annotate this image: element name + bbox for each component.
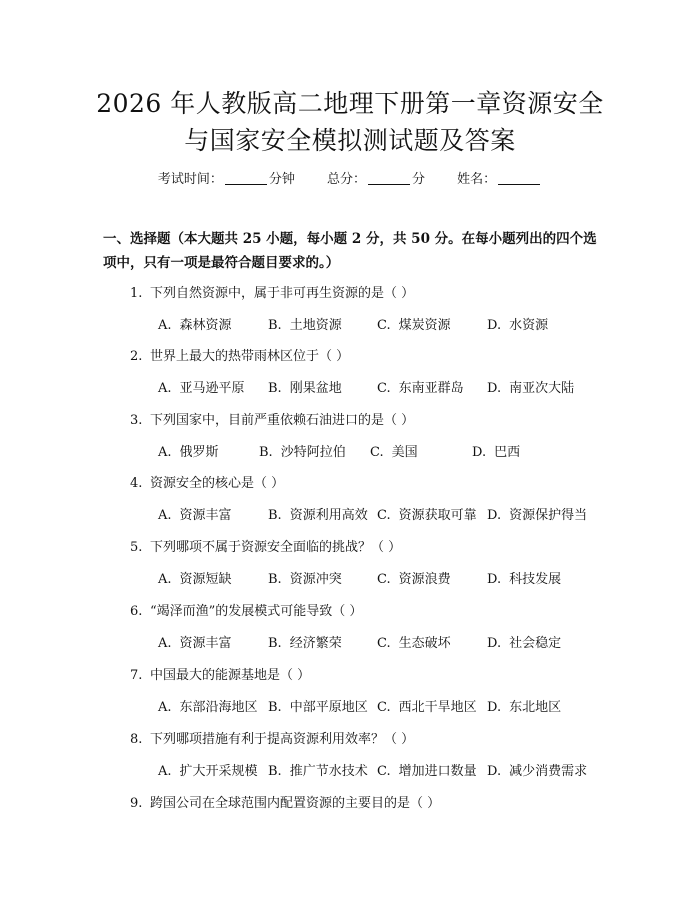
total-score-field [327, 168, 425, 187]
question [130, 345, 349, 364]
option-text: 东南亚群岛 [398, 381, 464, 396]
question [130, 536, 401, 555]
option-text: 资源保护得当 [509, 508, 588, 523]
option-letter: C. [377, 764, 391, 779]
option-text: 水资源 [509, 318, 549, 333]
option-d [487, 696, 561, 715]
option-letter: C. [377, 508, 391, 523]
option-a [158, 377, 245, 396]
option-row [158, 314, 608, 334]
option-letter: D. [472, 445, 487, 460]
exam-time-label: 考试时间： [157, 172, 223, 187]
question-text: 世界上最大的热带雨林区位于（ ） [150, 349, 350, 364]
option-letter: B. [268, 700, 282, 715]
option-text: 沙特阿拉伯 [280, 445, 346, 460]
option-row [158, 504, 608, 524]
option-text: 俄罗斯 [179, 445, 219, 460]
question-number: 4. [130, 476, 143, 491]
option-text: 推广节水技术 [289, 764, 368, 779]
option-text: 土地资源 [289, 318, 342, 333]
question [130, 472, 284, 491]
option-letter: A. [158, 318, 172, 333]
question-text: 中国最大的能源基地是（ ） [150, 668, 311, 683]
option-letter: D. [487, 381, 502, 396]
option-text: 中部平原地区 [289, 700, 368, 715]
option-letter: D. [487, 764, 502, 779]
option-text: 资源丰富 [179, 508, 232, 523]
question-text: 下列国家中，目前严重依赖石油进口的是（ ） [150, 413, 415, 428]
option-letter: C. [377, 636, 391, 651]
question-number: 6. [130, 604, 143, 619]
option-row [158, 632, 608, 652]
question [130, 282, 414, 301]
exam-time-blank [225, 172, 267, 185]
student-name-field [457, 168, 542, 187]
option-letter: D. [487, 700, 502, 715]
exam-meta [0, 168, 700, 187]
option-d [487, 760, 587, 779]
option-d [487, 377, 574, 396]
option-a [158, 696, 258, 715]
student-name-blank [498, 172, 540, 185]
option-c [377, 314, 451, 333]
total-score-unit: 分 [412, 172, 426, 187]
option-letter: B. [268, 381, 282, 396]
option-letter: D. [487, 318, 502, 333]
question [130, 792, 440, 811]
option-b [268, 760, 368, 779]
option-d [487, 632, 561, 651]
option-c [370, 441, 418, 460]
option-text: 资源获取可靠 [398, 508, 477, 523]
option-letter: B. [268, 508, 282, 523]
option-text: 煤炭资源 [398, 318, 451, 333]
question [130, 409, 414, 428]
exam-title-line1: 2026 年人教版高二地理下册第一章资源安全 [96, 89, 604, 118]
option-letter: C. [370, 445, 384, 460]
option-row [158, 568, 608, 588]
option-a [158, 632, 232, 651]
option-letter: B. [268, 636, 282, 651]
option-a [158, 314, 232, 333]
option-c [377, 377, 464, 396]
option-text: 刚果盆地 [289, 381, 342, 396]
option-a [158, 568, 232, 587]
option-text: 资源丰富 [179, 636, 232, 651]
option-a [158, 504, 232, 523]
total-score-label: 总分： [326, 172, 366, 187]
option-row [158, 760, 608, 780]
option-text: 社会稳定 [509, 636, 562, 651]
option-letter: A. [158, 700, 172, 715]
option-letter: A. [158, 764, 172, 779]
option-b [268, 377, 342, 396]
option-c [377, 696, 477, 715]
option-text: 亚马逊平原 [179, 381, 245, 396]
option-a [158, 760, 258, 779]
question-number: 8. [130, 732, 143, 747]
option-letter: D. [487, 636, 502, 651]
question-text: “竭泽而渔”的发展模式可能导致（ ） [150, 604, 363, 619]
option-text: 巴西 [494, 445, 521, 460]
option-letter: B. [268, 764, 282, 779]
option-letter: B. [268, 318, 282, 333]
exam-title-line2: 与国家安全模拟测试题及答案 [184, 126, 516, 155]
option-text: 减少消费需求 [509, 764, 588, 779]
question-number: 2. [130, 349, 143, 364]
option-letter: A. [158, 636, 172, 651]
option-row [158, 696, 608, 716]
option-d [487, 314, 548, 333]
option-letter: D. [487, 508, 502, 523]
option-text: 增加进口数量 [398, 764, 477, 779]
option-b [268, 696, 368, 715]
option-d [487, 568, 561, 587]
option-b [259, 441, 346, 460]
option-text: 资源短缺 [179, 572, 232, 587]
question [130, 600, 362, 619]
option-text: 西北干旱地区 [398, 700, 477, 715]
option-b [268, 568, 342, 587]
option-d [487, 504, 587, 523]
option-letter: A. [158, 445, 172, 460]
option-letter: B. [259, 445, 273, 460]
option-text: 东部沿海地区 [179, 700, 258, 715]
question-number: 9. [130, 796, 143, 811]
total-score-blank [368, 172, 410, 185]
option-text: 资源利用高效 [289, 508, 368, 523]
option-b [268, 314, 342, 333]
question-text: 下列哪项措施有利于提高资源利用效率？（ ） [150, 732, 415, 747]
option-c [377, 632, 451, 651]
option-letter: C. [377, 381, 391, 396]
option-text: 资源浪费 [398, 572, 451, 587]
option-row [158, 377, 608, 397]
option-text: 扩大开采规模 [179, 764, 258, 779]
option-letter: A. [158, 381, 172, 396]
option-a [158, 441, 219, 460]
option-letter: B. [268, 572, 282, 587]
option-text: 科技发展 [509, 572, 562, 587]
option-d [472, 441, 520, 460]
question-number: 5. [130, 540, 143, 555]
question [130, 728, 414, 747]
option-text: 资源冲突 [289, 572, 342, 587]
question [130, 664, 310, 683]
option-c [377, 760, 477, 779]
option-letter: D. [487, 572, 502, 587]
exam-time-unit: 分钟 [268, 172, 295, 187]
question-text: 下列自然资源中，属于非可再生资源的是（ ） [150, 286, 415, 301]
option-letter: A. [158, 508, 172, 523]
option-text: 经济繁荣 [289, 636, 342, 651]
option-row [158, 441, 608, 461]
option-letter: C. [377, 700, 391, 715]
option-text: 森林资源 [179, 318, 232, 333]
option-text: 南亚次大陆 [509, 381, 575, 396]
option-letter: A. [158, 572, 172, 587]
section-heading-line2: 项中，只有一项是最符合题目要求的。） [103, 255, 340, 271]
option-c [377, 504, 477, 523]
question-text: 资源安全的核心是（ ） [150, 476, 285, 491]
question-number: 1. [130, 286, 143, 301]
option-letter: C. [377, 572, 391, 587]
option-b [268, 632, 342, 651]
option-text: 东北地区 [509, 700, 562, 715]
option-text: 美国 [391, 445, 418, 460]
option-letter: C. [377, 318, 391, 333]
student-name-label: 姓名： [457, 172, 497, 187]
option-b [268, 504, 368, 523]
option-c [377, 568, 451, 587]
question-number: 7. [130, 668, 143, 683]
question-text: 跨国公司在全球范围内配置资源的主要目的是（ ） [150, 796, 441, 811]
exam-time-field [158, 168, 295, 187]
option-text: 生态破坏 [398, 636, 451, 651]
question-number: 3. [130, 413, 143, 428]
question-text: 下列哪项不属于资源安全面临的挑战？（ ） [150, 540, 402, 555]
section-heading-line1: 一、选择题（本大题共 25 小题，每小题 2 分，共 50 分。在每小题列出的四个选 [103, 231, 597, 247]
